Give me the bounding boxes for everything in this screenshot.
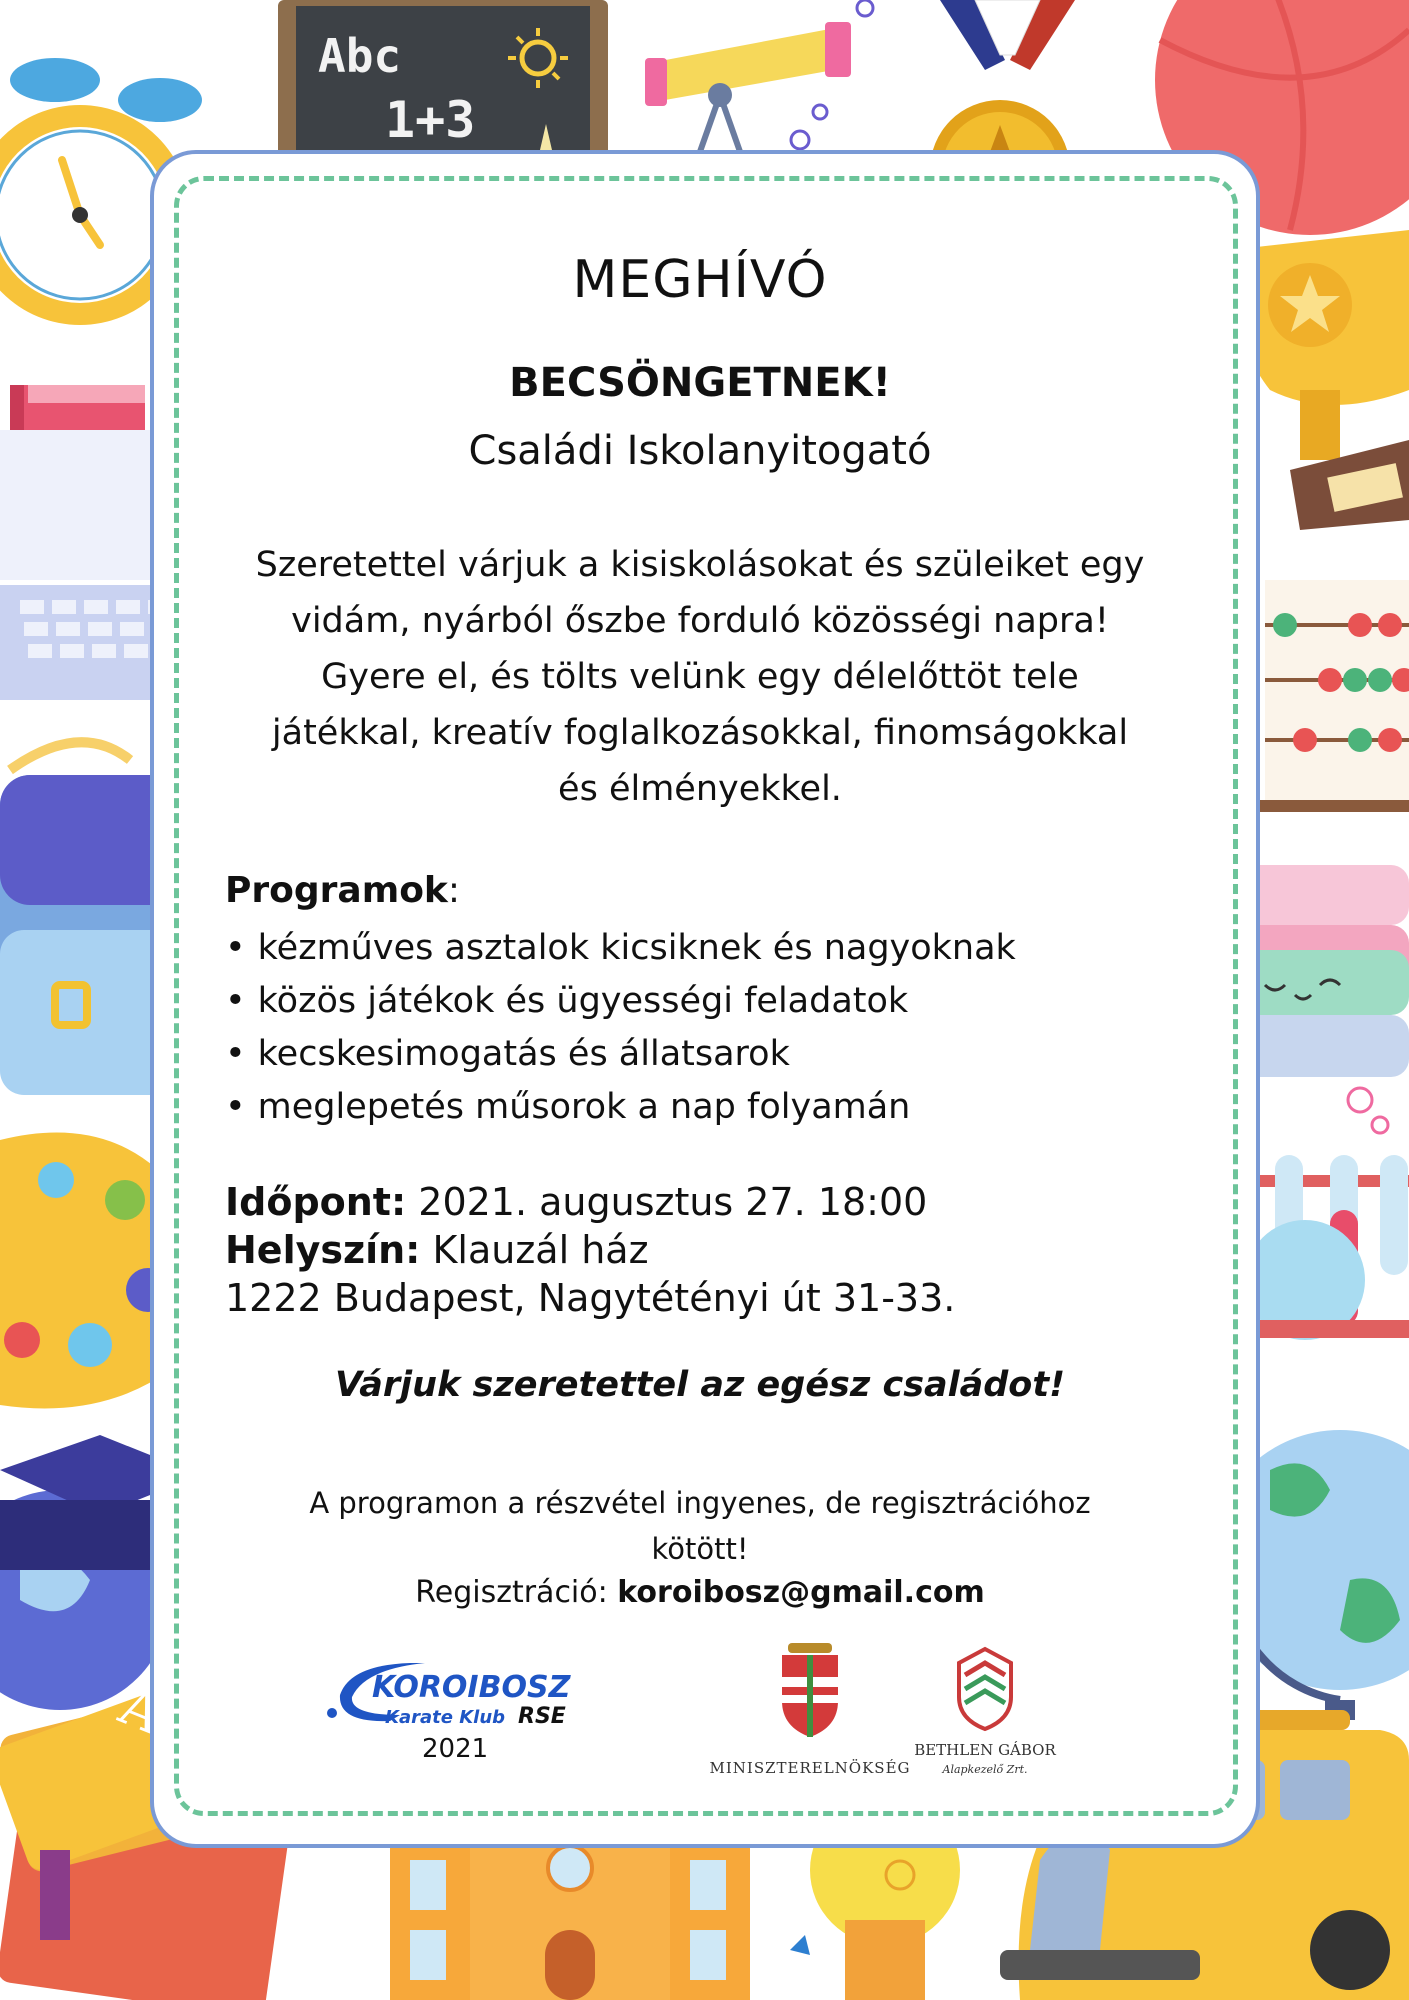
programs-heading: [225, 870, 460, 911]
programs-list: [225, 922, 1016, 1134]
welcome-message: Várjuk szeretettel az egész családot!: [334, 1365, 1066, 1405]
programs-colon: :: [447, 870, 461, 911]
time-value: 2021. augusztus 27. 18:00: [418, 1180, 928, 1224]
koroibosz-name: KOROIBOSZ: [372, 1670, 571, 1705]
koroibosz-logo: [327, 1663, 572, 1764]
event-place: [225, 1226, 955, 1274]
registration-label: Regisztráció:: [415, 1575, 608, 1610]
intro-paragraph: [200, 537, 1200, 817]
time-label: Időpont:: [225, 1180, 407, 1224]
event-time: [225, 1178, 955, 1226]
abacus-icon: [1260, 580, 1409, 812]
registration-line: [200, 1575, 1200, 1610]
program-item: • kecskesimogatás és állatsarok: [225, 1028, 1016, 1081]
chalkboard-text-1: Abc: [318, 29, 402, 83]
participation-notice: [200, 1480, 1200, 1572]
intro-line: és élményekkel.: [558, 769, 842, 809]
notice-line: kötött!: [651, 1532, 749, 1566]
event-address: 1222 Budapest, Nagytétényi út 31-33.: [225, 1276, 956, 1320]
intro-line: Gyere el, és tölts velünk egy délelőttöt tele: [321, 657, 1079, 697]
test-tubes-icon: [1240, 1088, 1409, 1340]
program-item: • közös játékok és ügyességi feladatok: [225, 975, 1016, 1028]
event-details: [225, 1178, 955, 1322]
chalkboard-text-2: 1+3: [385, 91, 476, 149]
sponsor-logos: [200, 1635, 1200, 1785]
intro-line: Szeretettel várjuk a kisiskolásokat és szüleiket egy: [255, 545, 1145, 585]
invitation-title: MEGHÍVÓ: [572, 250, 828, 310]
koroibosz-sub: Karate Klub: [385, 1707, 506, 1728]
place-value: Klauzál ház: [432, 1228, 649, 1272]
programs-title: Programok: [225, 870, 448, 911]
bethlen-sub: Alapkezelő Zrt.: [942, 1763, 1028, 1776]
event-headline: BECSÖNGETNEK!: [509, 360, 891, 406]
intro-line: vidám, nyárból őszbe forduló közösségi napra!: [291, 601, 1109, 641]
ministry-logo: [709, 1643, 910, 1777]
bethlen-name: Bethlen Gábor: [914, 1741, 1056, 1759]
koroibosz-suffix: RSE: [518, 1704, 566, 1729]
bethlen-gabor-logo: [914, 1649, 1056, 1776]
event-subtitle: Családi Iskolanyitogató: [468, 428, 932, 474]
place-label: Helyszín:: [225, 1228, 421, 1272]
program-item: • kézműves asztalok kicsiknek és nagyoknak: [225, 922, 1016, 975]
intro-line: játékkal, kreatív foglalkozásokkal, finomságokkal: [271, 713, 1129, 753]
registration-email-link[interactable]: koroibosz@gmail.com: [617, 1575, 985, 1610]
ministry-name: Miniszterelnökség: [709, 1759, 911, 1777]
program-item: • meglepetés műsorok a nap folyamán: [225, 1081, 1016, 1134]
notice-line: A programon a részvétel ingyenes, de regisztrációhoz: [309, 1486, 1091, 1520]
koroibosz-year: 2021: [422, 1734, 489, 1764]
